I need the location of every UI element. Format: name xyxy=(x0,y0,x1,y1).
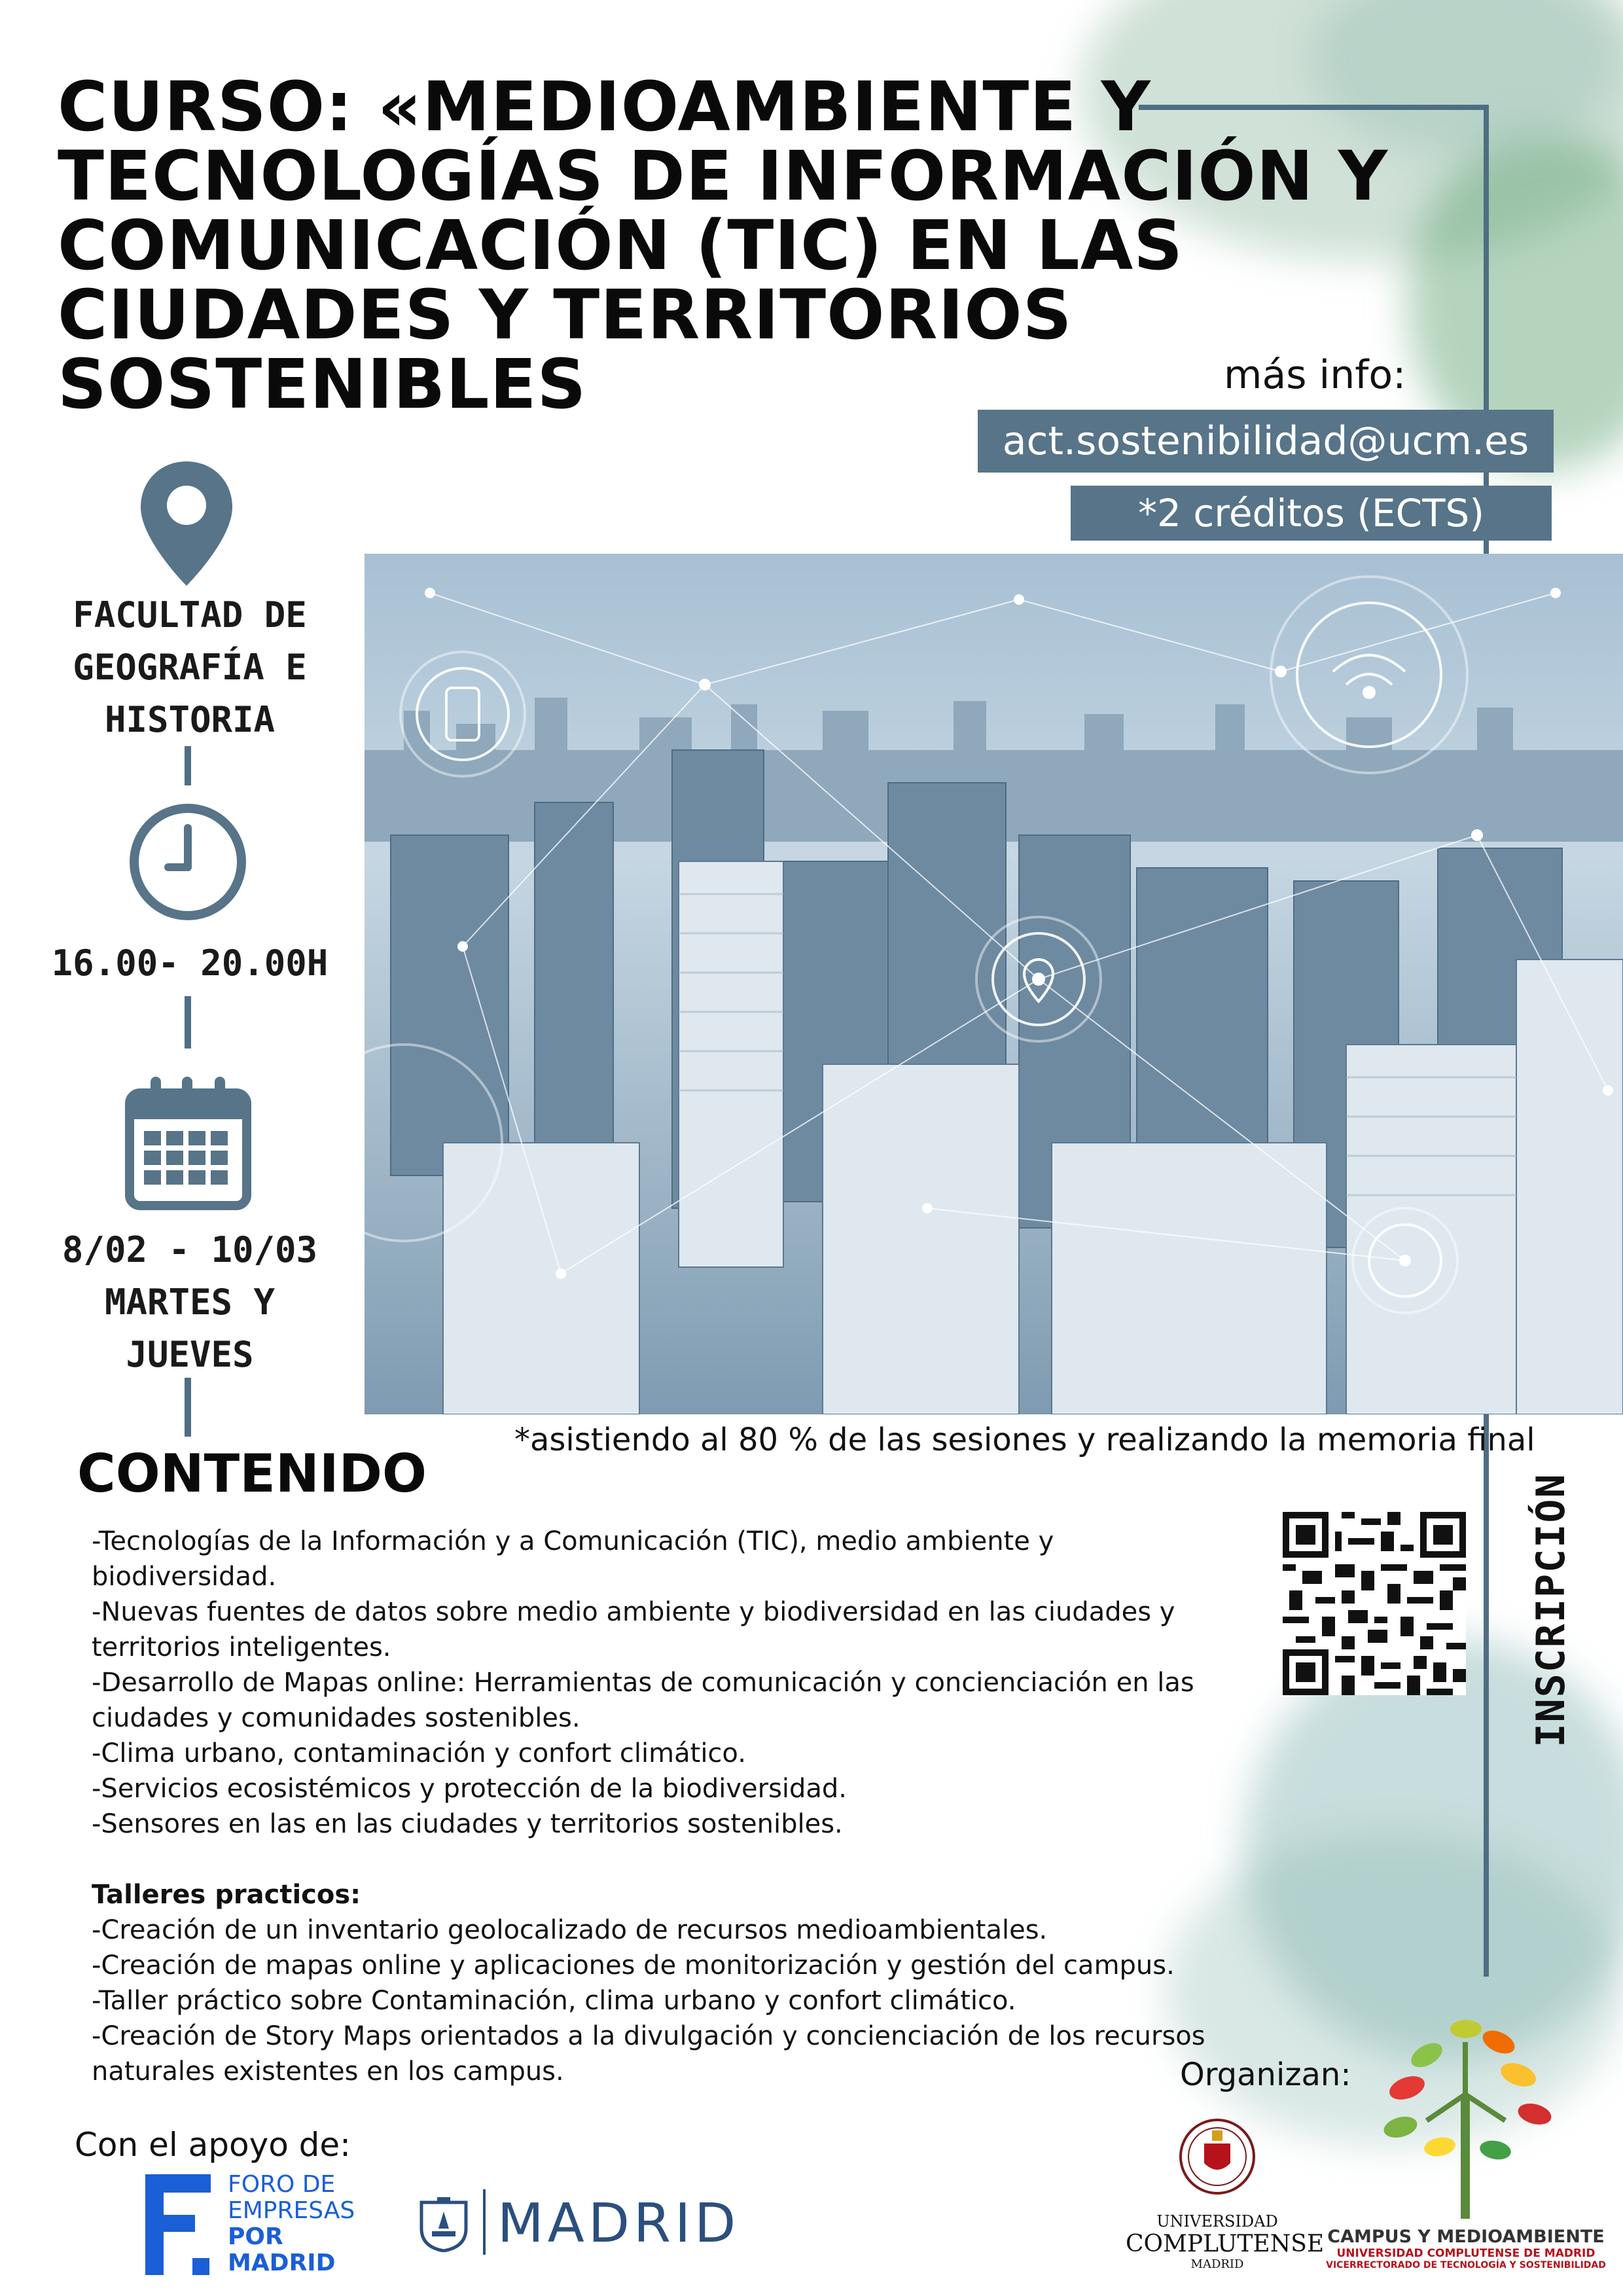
content-item: -Servicios ecosistémicos y protección de la biodiversidad. xyxy=(92,1774,847,1804)
ucm-seal-icon xyxy=(1178,2111,1257,2209)
location-line: GEOGRAFÍA E xyxy=(73,647,307,688)
campus-name xyxy=(1322,2227,1610,2270)
title-line: CIUDADES Y TERRITORIOS xyxy=(58,275,1073,355)
content-list xyxy=(92,1524,1230,2089)
workshop-item: -Taller práctico sobre Contaminación, clima urbano y confort climático. xyxy=(92,1986,1016,2016)
ucm-name xyxy=(1126,2212,1325,2271)
connector-line xyxy=(185,746,191,785)
campus-line: CAMPUS Y MEDIOAMBIENTE xyxy=(1327,2227,1605,2247)
content-item: -Nuevas fuentes de datos sobre medio ambiente y biodiversidad en las ciudades y territorios inteligentes. xyxy=(92,1597,1175,1662)
dates-line: 8/02 - 10/03 xyxy=(62,1229,318,1270)
ucm-line: UNIVERSIDAD xyxy=(1156,2212,1278,2231)
title-line: COMUNICACIÓN (TIC) EN LAS xyxy=(58,206,1184,285)
title-line: CURSO: «MEDIOAMBIENTE Y xyxy=(58,67,1151,147)
content-item: -Sensores en las en las ciudades y territorios sostenibles. xyxy=(92,1809,843,1839)
foro-empresas-logo-icon xyxy=(145,2174,211,2275)
clock-icon xyxy=(128,802,249,923)
madrid-crest-icon xyxy=(419,2196,469,2252)
connector-line xyxy=(185,996,191,1049)
foro-line: EMPRESAS xyxy=(228,2197,355,2224)
support-label: Con el apoyo de: xyxy=(75,2126,351,2164)
location-text xyxy=(46,589,334,746)
workshop-item: -Creación de Story Maps orientados a la divulgación y concienciación de los recursos naturales existentes en los campus. xyxy=(92,2021,1205,2087)
location-line: FACULTAD DE xyxy=(73,594,307,636)
title-line: SOSTENIBLES xyxy=(58,344,587,424)
dates-line: JUEVES xyxy=(126,1334,254,1375)
qr-code-icon[interactable] xyxy=(1283,1512,1466,1695)
organizers-label: Organizan: xyxy=(1180,2056,1351,2093)
workshops-heading: Talleres practicos: xyxy=(92,1880,361,1910)
ucm-line: MADRID xyxy=(1190,2257,1244,2271)
madrid-separator xyxy=(483,2189,486,2255)
foro-line: FORO DE xyxy=(228,2171,336,2198)
location-pin-icon xyxy=(137,458,236,589)
schedule-time: 16.00- 20.00H xyxy=(51,942,329,984)
ucm-line: COMPLUTENSE xyxy=(1126,2231,1325,2257)
connector-line xyxy=(185,1378,191,1437)
credits-note: *asistiendo al 80 % de las sesiones y realizando la memoria final xyxy=(514,1422,1535,1458)
content-item: -Tecnologías de la Información y a Comunicación (TIC), medio ambiente y biodiversidad. xyxy=(92,1526,1054,1592)
calendar-icon xyxy=(124,1073,252,1211)
foro-line: MADRID xyxy=(228,2250,336,2276)
content-item: -Clima urbano, contaminación y confort climático. xyxy=(92,1738,746,1768)
smart-city-image xyxy=(365,554,1623,1414)
course-dates xyxy=(46,1224,334,1381)
foro-empresas-name xyxy=(228,2172,355,2276)
more-info-label: más info: xyxy=(1224,352,1406,398)
contact-email[interactable]: act.sostenibilidad@ucm.es xyxy=(978,410,1554,473)
campus-tree-logo-icon xyxy=(1368,2016,1564,2219)
location-line: HISTORIA xyxy=(104,699,276,740)
workshop-item: -Creación de un inventario geolocalizado de recursos medioambientales. xyxy=(92,1915,1048,1945)
workshop-item: -Creación de mapas online y aplicaciones de monitorización y gestión del campus. xyxy=(92,1950,1175,1981)
campus-line: UNIVERSIDAD COMPLUTENSE DE MADRID xyxy=(1336,2247,1596,2260)
credits-badge: *2 créditos (ECTS) xyxy=(1071,486,1552,541)
dates-line: MARTES Y xyxy=(104,1282,276,1323)
campus-line: VICERRECTORADO DE TECNOLOGÍA Y SOSTENIBILIDAD xyxy=(1326,2260,1606,2270)
content-heading: CONTENIDO xyxy=(77,1443,427,1504)
registration-label: INSCRIPCIÓN xyxy=(1528,1473,1574,1748)
title-line: TECNOLOGÍAS DE INFORMACIÓN Y xyxy=(58,136,1389,216)
content-item: -Desarrollo de Mapas online: Herramientas de comunicación y concienciación en las ciudades y comunidades sostenibles. xyxy=(92,1668,1194,1733)
foro-line: POR xyxy=(228,2223,283,2250)
madrid-wordmark: MADRID xyxy=(497,2193,740,2255)
